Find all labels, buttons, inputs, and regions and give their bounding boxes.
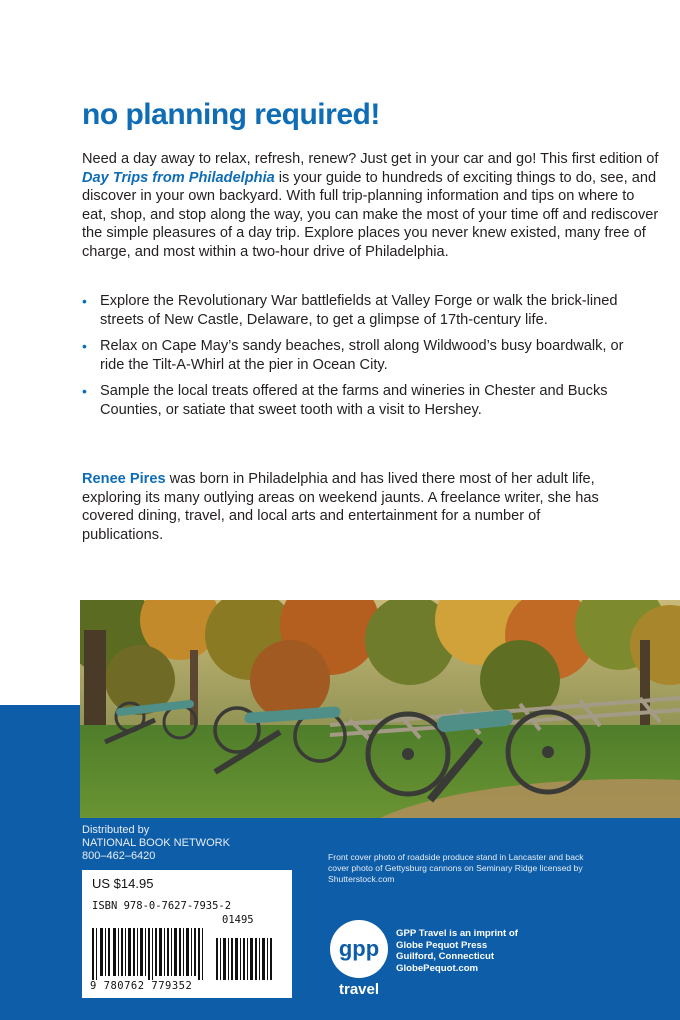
price-barcode-box [82,870,292,998]
distributor-label: Distributed by [82,824,150,836]
headline: no planning required! [82,98,380,131]
top-margin [0,0,680,70]
distributor-info [82,824,230,863]
cannons-photo [80,600,680,818]
list-item-text: Sample the local treats offered at the farms and wineries in Chester and Bucks Counties, or satiate that sweet tooth with a visit to Hershey. [100,383,608,418]
list-item [82,382,642,419]
highlights-list [82,292,642,428]
distributor-name: NATIONAL BOOK NETWORK [82,837,230,849]
bullet-icon: • [82,338,87,355]
list-item [82,292,642,329]
photo-credit: Front cover photo of roadside produce stand in Lancaster and back cover photo of Gettysburg cannons on Seminary Ridge licensed by Shutterstock.com [328,852,584,884]
book-title: Day Trips from Philadelphia [82,169,275,186]
gpp-travel-logo [328,918,390,1000]
author-bio-text: was born in Philadelphia and has lived there most of her adult life, exploring its many outlying areas on weekend jaunts. A freelance writer, she has covered dining, travel, and local arts and entertainment for a number of publications. [82,471,599,543]
list-item-text: Relax on Cape May’s sandy beaches, stroll along Wildwood’s busy boardwalk, or ride the Tilt-A-Whirl at the pier in Ocean City. [100,338,624,373]
intro-text-end: is your guide to hundreds of exciting things to do, see, and discover in your own backyard. With full trip-planning information and tips on where to eat, shop, and stop along the way, you can make the most of your time off and rediscover the simple pleasures of a day trip. Explore places you never knew existed, many free of charge, and most within a two-hour drive of Philadelphia. [82,169,659,260]
author-bio [82,470,622,544]
isbn: ISBN 978-0-7627-7935-2 [92,900,232,912]
barcode-addon-number: 01495 [222,914,254,926]
bullet-icon: • [82,293,87,309]
intro-paragraph [82,150,662,262]
price: US $14.95 [92,876,154,891]
imprint-line: GPP Travel is an imprint of [396,928,518,939]
list-item-text: Explore the Revolutionary War battlefields at Valley Forge or walk the brick-lined streets of New Castle, Delaware, to get a glimpse of 17th-century life. [100,293,618,328]
author-name: Renee Pires [82,471,166,487]
barcode-icon [92,928,282,980]
list-item [82,337,642,374]
barcode-number: 9 780762 779352 [90,980,193,992]
distributor-phone: 800–462–6420 [82,850,156,862]
intro-text-start: Need a day away to relax, refresh, renew? Just get in your car and go! This first edition of [82,151,659,167]
imprint-info [396,928,518,974]
logo-word: travel [338,981,380,998]
logo-mark: gpp [338,936,380,961]
bullet-icon: • [82,383,87,400]
publisher-location: Guilford, Connecticut [396,951,495,962]
publisher-name: Globe Pequot Press [396,939,488,951]
publisher-website: GlobePequot.com [396,962,479,974]
